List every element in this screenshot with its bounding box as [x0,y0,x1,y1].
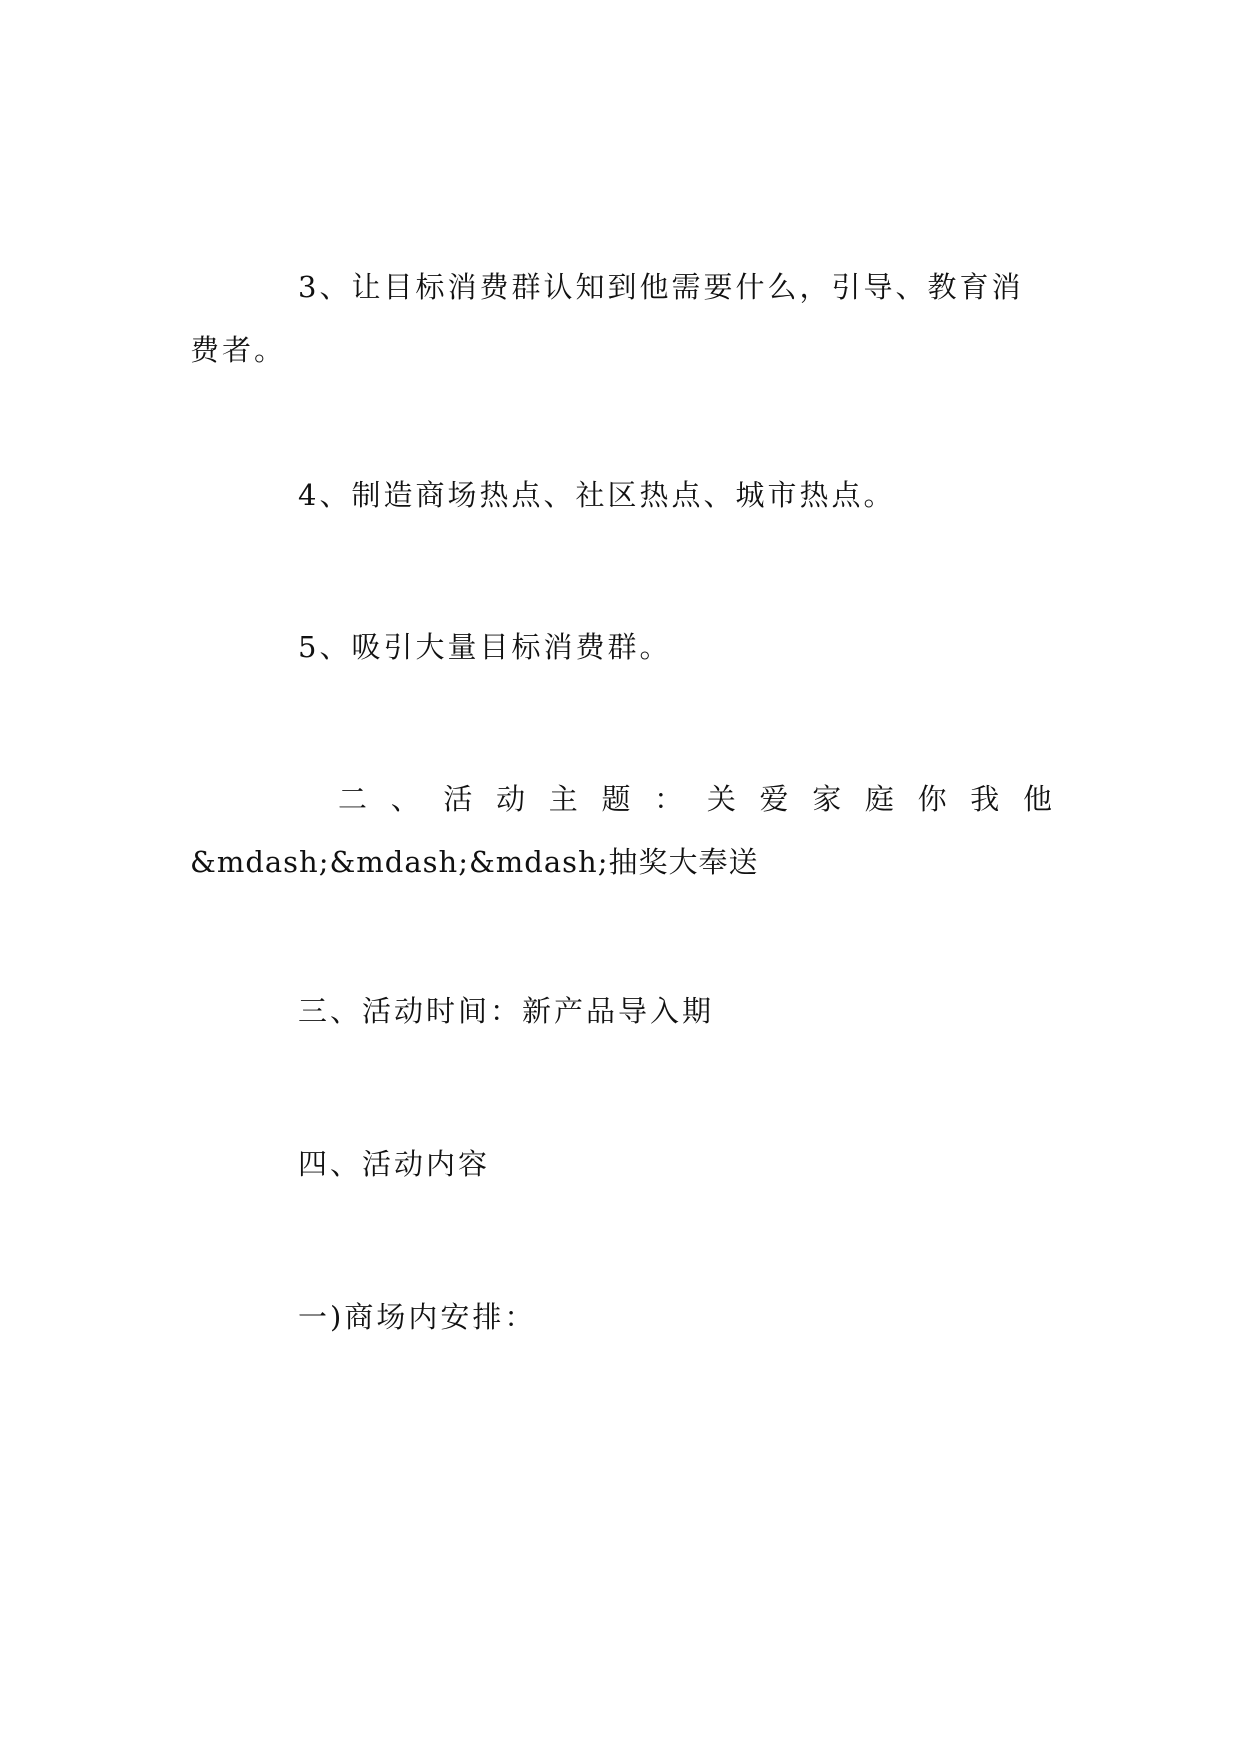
section-heading-theme [190,768,1052,894]
paragraph-line: 5、吸引大量目标消费群。 [298,630,672,664]
paragraph-line: &mdash;&mdash;&mdash;抽奖大奉送 [190,845,759,879]
paragraph-line: 一)商场内安排： [298,1300,537,1334]
subsection-heading-mall [190,1286,1052,1349]
paragraph-line: 三、活动时间：新产品导入期 [298,994,715,1028]
paragraph-line: 四、活动内容 [298,1147,491,1181]
paragraph-goal-4 [190,464,1052,527]
paragraph-line: 费者。 [190,333,287,367]
paragraph-goal-3 [190,256,1052,382]
paragraph-line: 二、活动主题：关爱家庭你我他 [338,782,1052,816]
paragraph-line: 3、让目标消费群认知到他需要什么，引导、教育消 [298,270,1024,304]
paragraph-line: 4、制造商场热点、社区热点、城市热点。 [298,478,896,512]
section-heading-time [190,980,1052,1043]
section-heading-content [190,1133,1052,1196]
paragraph-goal-5 [190,616,1052,679]
